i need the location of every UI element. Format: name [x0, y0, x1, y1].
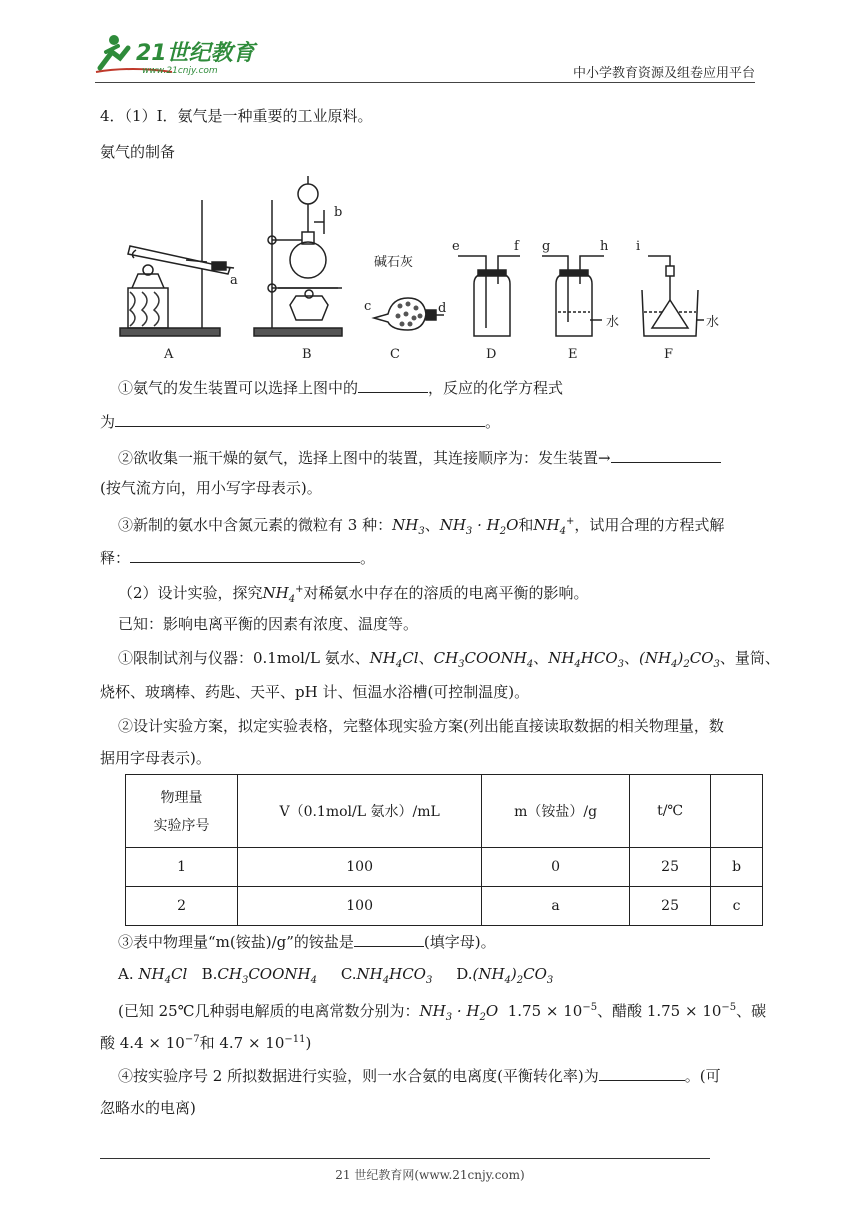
water-label-e: 水	[606, 315, 620, 330]
table-cell: a	[482, 887, 630, 926]
answer-blank-3[interactable]	[611, 446, 721, 463]
logo-url: www.21cnjy.com	[142, 66, 218, 76]
table-header-cell	[711, 775, 763, 848]
q3-line1: ③新制的氨水中含氮元素的微粒有 3 种：$NH_3$、$NH_3 \cdot H_2O$和$NH_4^+$，试用合理的方程式解	[118, 516, 725, 537]
table-header-cell: m（铵盐）/g	[482, 775, 630, 848]
experiment-table	[125, 774, 763, 926]
apparatus-a	[120, 200, 234, 336]
apparatus-figure	[112, 170, 732, 366]
port-label-g: g	[542, 239, 551, 254]
q2-line1: ②欲收集一瓶干燥的氨气，选择上图中的装置，其连接顺序为：发生装置→	[118, 446, 721, 468]
figure-label-f: F	[664, 347, 674, 362]
ionization-line1: ④按实验序号 2 所拟数据进行实验，则一水合氨的电离度(平衡转化率)为 。(可	[118, 1064, 721, 1086]
port-label-a: a	[230, 273, 238, 288]
table-cell: 25	[630, 887, 711, 926]
salt-question: ③表中物理量“m(铵盐)/g”的铵盐是 (填字母)。	[118, 930, 496, 952]
answer-blank-4[interactable]	[130, 546, 360, 563]
answer-blank-5[interactable]	[354, 930, 424, 947]
apparatus-f	[642, 256, 704, 336]
table-row	[126, 887, 763, 926]
footer-text: 21 世纪教育网(www.21cnjy.com)	[335, 1168, 525, 1182]
table-header-cell: V（0.1mol/L 氨水）/mL	[238, 775, 482, 848]
port-label-d: d	[438, 301, 447, 316]
figure-label-e: E	[568, 347, 578, 362]
logo-title: 21世纪教育	[136, 41, 255, 66]
header-divider	[95, 82, 755, 83]
q2-line2: (按气流方向，用小写字母表示)。	[100, 479, 322, 497]
q1-line1: ①氨气的发生装置可以选择上图中的 ，反应的化学方程式	[118, 376, 563, 398]
figure-label-b: B	[302, 347, 312, 362]
q3-line2: 释： 。	[100, 546, 375, 568]
table-cell: 100	[238, 848, 482, 887]
port-label-e: e	[452, 239, 460, 254]
table-cell: 25	[630, 848, 711, 887]
part2-intro: （2）设计实验，探究$NH_4^+$对稀氨水中存在的溶质的电离平衡的影响。	[118, 584, 589, 605]
known-factors: 已知：影响电离平衡的因素有浓度、温度等。	[118, 615, 419, 633]
option-d[interactable]: $D.(NH_4)_2CO_3$	[456, 965, 554, 986]
constants-line2: 酸 $4.4 \times 10^{-7}$和 $4.7 \times 10^{-11}$)	[100, 1034, 312, 1052]
reagents-line1: ①限制试剂与仪器：0.1mol/L 氨水、$NH_4Cl$、$CH_3COONH_4$、$NH_4HCO_3$、$(NH_4)_2CO_3$、量筒、	[118, 649, 780, 670]
apparatus-e	[542, 256, 604, 336]
table-cell: 1	[126, 848, 238, 887]
reagents-line2: 烧杯、玻璃棒、药匙、天平、pH 计、恒温水浴槽(可控制温度)。	[100, 683, 530, 701]
water-label-f: 水	[706, 315, 720, 330]
design-line2: 据用字母表示)。	[100, 749, 211, 767]
table-header-cell: 物理量 实验序号	[126, 775, 238, 848]
answer-blank-6[interactable]	[599, 1064, 685, 1081]
header-platform-text: 中小学教育资源及组卷应用平台	[572, 66, 755, 81]
ionization-line2: 忽略水的电离)	[100, 1099, 196, 1117]
table-cell: 100	[238, 887, 482, 926]
port-label-i: i	[636, 239, 641, 254]
q1-line2: 为 。	[100, 410, 500, 432]
answer-blank-2[interactable]	[115, 410, 485, 427]
port-label-h: h	[600, 239, 609, 254]
figure-label-d: D	[486, 347, 497, 362]
table-cell: 0	[482, 848, 630, 887]
table-row	[126, 848, 763, 887]
table-header-row	[126, 775, 763, 848]
table-cell: b	[711, 848, 763, 887]
port-label-c: c	[364, 299, 372, 314]
option-c[interactable]: $C.NH_4HCO_3$	[340, 965, 433, 986]
apparatus-b	[254, 176, 342, 336]
reagent-label: 碱石灰	[374, 255, 414, 270]
port-label-f: f	[514, 239, 519, 254]
footer-divider	[100, 1158, 710, 1159]
options-line	[118, 964, 553, 991]
figure-label-c: C	[390, 347, 400, 362]
figure-label-a: A	[164, 347, 174, 362]
question-intro: 4．（1）I．氨气是一种重要的工业原料。	[100, 107, 373, 125]
option-a[interactable]: A. $NH_4Cl$	[118, 965, 188, 986]
design-line1: ②设计实验方案，拟定实验表格，完整体现实验方案(列出能直接读取数据的相关物理量，数	[118, 717, 724, 735]
answer-blank-1[interactable]	[358, 376, 428, 393]
table-header-cell: t/℃	[630, 775, 711, 848]
table-cell: c	[711, 887, 763, 926]
constants-line1: (已知 25℃几种弱电解质的电离常数分别为：$NH_3 \cdot H_2O$ $1.75 \times 10^{-5}$、醋酸 $1.75 \times 10^{-5}$、碳	[118, 1002, 767, 1023]
option-b[interactable]: $B.CH_3COONH_4$	[201, 965, 317, 986]
apparatus-c	[374, 298, 447, 330]
site-logo	[92, 28, 262, 78]
table-cell: 2	[126, 887, 238, 926]
port-label-b: b	[334, 205, 343, 220]
apparatus-d	[458, 256, 520, 336]
section-title: 氨气的制备	[100, 143, 176, 161]
